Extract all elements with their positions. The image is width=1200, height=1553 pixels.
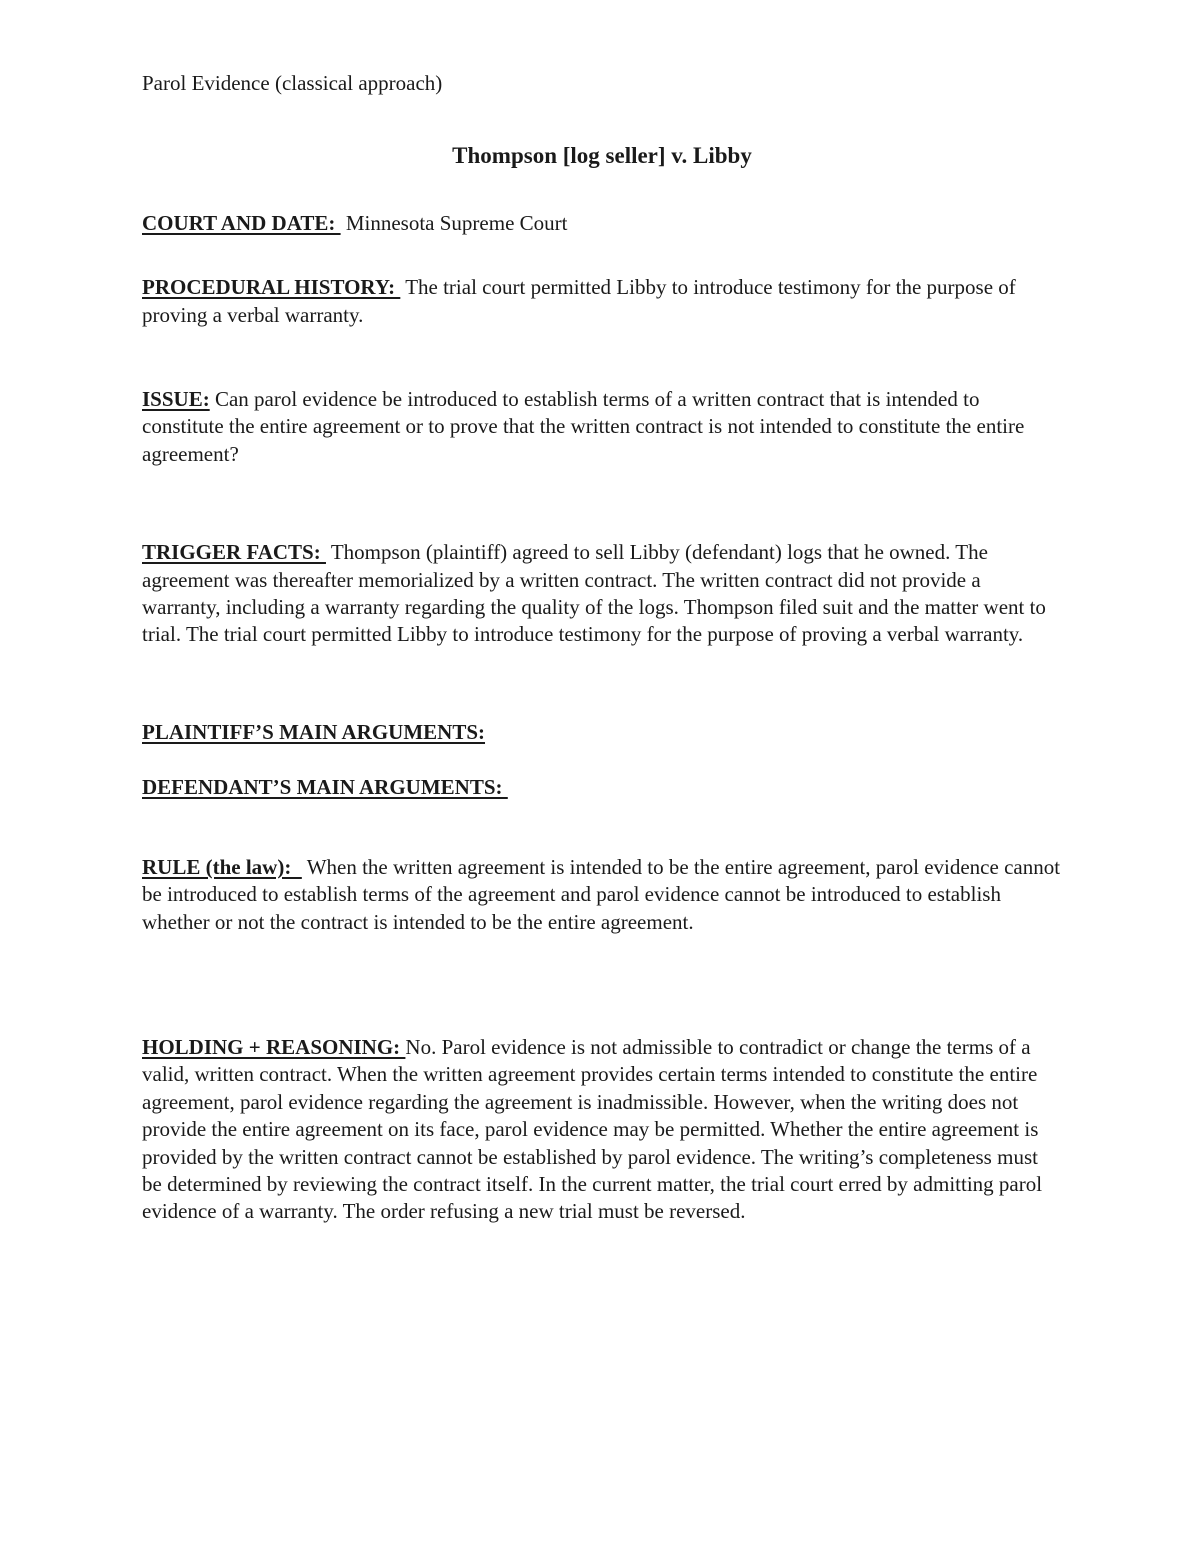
document-page — [142, 70, 1062, 1226]
section-procedural-history — [142, 274, 1062, 329]
section-holding-reasoning — [142, 1034, 1062, 1226]
section-label-issue: ISSUE: — [142, 387, 210, 412]
document-header: Parol Evidence (classical approach) — [142, 71, 443, 95]
section-rule — [142, 854, 1062, 936]
section-label-defendant: DEFENDANT’S MAIN ARGUMENTS: — [142, 775, 508, 800]
section-text-holding: No. Parol evidence is not admissible to contradict or change the terms of a valid, written contract. When the written agreement provides certain terms intended to constitute the entire agreement, parol evidence regarding the agreement is inadmissible. However, when the writing does not provide the entire agreement on its face, parol evidence may be permitted. Whether the entire agreement is provided by the written contract cannot be established by parol evidence. The writing’s completeness must be determined by reviewing the contract itself. In the current matter, the trial court erred by admitting parol evidence of a warranty. The order refusing a new trial must be reversed. — [142, 1034, 1043, 1224]
section-issue — [142, 386, 1062, 468]
section-court-and-date — [142, 210, 1062, 237]
section-label-plaintiff: PLAINTIFF’S MAIN ARGUMENTS: — [142, 719, 486, 744]
section-text-issue: Can parol evidence be introduced to establish terms of a written contract that is intended to constitute the entire agreement or to prove that the written contract is not intended to constitute the entire agreement? — [142, 387, 1025, 466]
section-label-court: COURT AND DATE: — [142, 210, 341, 235]
section-label-procedural: PROCEDURAL HISTORY: — [142, 275, 401, 300]
section-plaintiff-arguments — [142, 719, 1062, 746]
section-label-trigger: TRIGGER FACTS: — [142, 540, 326, 565]
section-label-holding: HOLDING + REASONING: — [142, 1034, 406, 1059]
section-defendant-arguments — [142, 774, 1062, 801]
case-title: Thompson [log seller] v. Libby — [452, 143, 752, 169]
section-text-court: Minnesota Supreme Court — [340, 210, 568, 235]
section-text-trigger: Thompson (plaintiff) agreed to sell Libby (defendant) logs that he owned. The agreement was thereafter memorialized by a written contract. The written contract did not provide a warranty, including a warranty regarding the quality of the logs. Thompson filed suit and the matter went to trial. The trial court permitted Libby to introduce testimony for the purpose of proving a verbal warranty. — [142, 540, 1046, 647]
section-label-rule: RULE (the law): — [142, 854, 302, 879]
section-text-procedural: The trial court permitted Libby to introduce testimony for the purpose of proving a verbal warranty. — [142, 275, 1016, 327]
section-trigger-facts — [142, 539, 1062, 649]
section-text-rule: When the written agreement is intended to be the entire agreement, parol evidence cannot be introduced to establish terms of the agreement and parol evidence cannot be introduced to establish whether or not the contract is intended to be the entire agreement. — [142, 854, 1061, 934]
